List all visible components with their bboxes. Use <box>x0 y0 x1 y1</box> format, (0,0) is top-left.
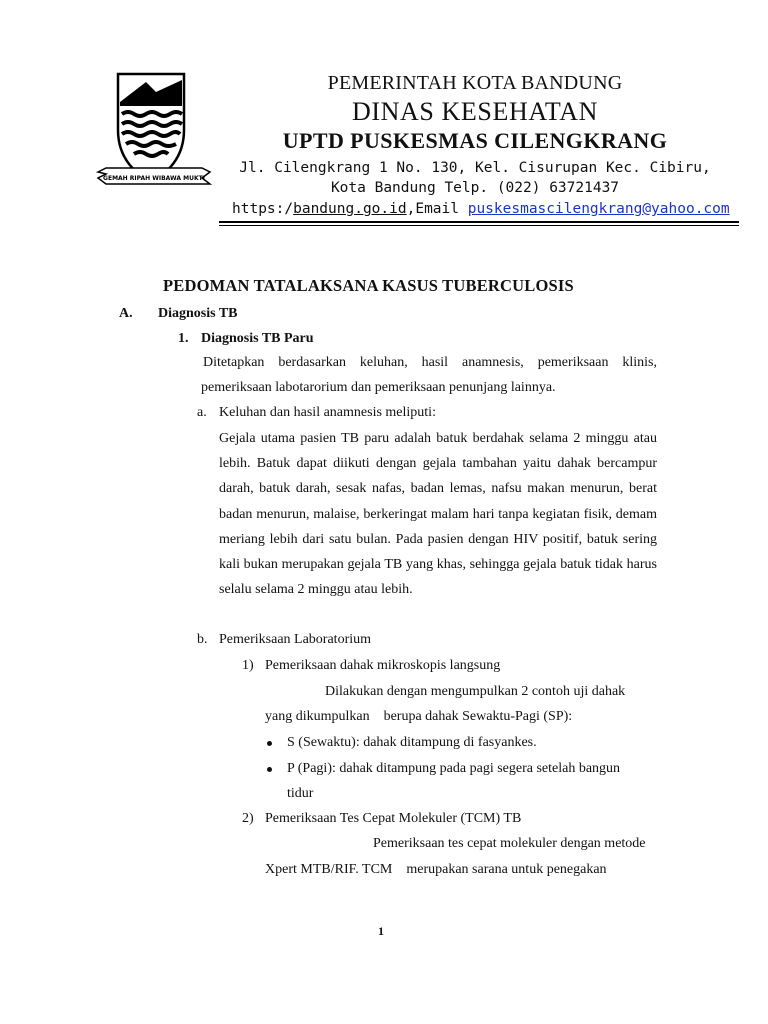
page-number: 1 <box>378 924 384 938</box>
website-link[interactable]: bandung.go.id <box>293 201 407 217</box>
letterhead-divider-thick <box>219 221 739 223</box>
item-a-label: a. <box>197 405 207 420</box>
logo-motto: GEMAH RIPAH WIBAWA MUKTI <box>103 175 205 182</box>
letterhead-contact <box>232 201 730 217</box>
b1-number: 1) <box>242 658 254 673</box>
bullet-icon <box>267 741 272 746</box>
intro-paragraph: Ditetapkan berdasarkan keluhan, hasil anamnesis, pemeriksaan klinis, pemeriksaan labotarorium dan pemeriksaan penunjang lainnya. <box>201 355 657 396</box>
b2-text-line1: Pemeriksaan tes cepat molekuler dengan metode <box>373 836 646 851</box>
letterhead-divider-thin <box>219 225 739 226</box>
subsection-number: 1. <box>178 331 189 346</box>
letterhead-address: Jl. Cilengkrang 1 No. 130, Kel. Cisurupan Kec. Cibiru, <box>239 160 711 176</box>
b1-title: Pemeriksaan dahak mikroskopis langsung <box>265 658 501 673</box>
b2-text-line2: Xpert MTB/RIF. TCM merupakan sarana untuk penegakan <box>265 862 607 877</box>
letterhead-city-phone: Kota Bandung Telp. (022) 63721437 <box>330 180 620 196</box>
email-link[interactable]: puskesmascilengkrang@yahoo.com <box>467 201 730 217</box>
letterhead-institution: UPTD PUSKESMAS CILENGKRANG <box>282 128 668 153</box>
web-prefix: https:/ <box>232 201 294 217</box>
bullet-pagi-line1: P (Pagi): dahak ditampung pada pagi segera setelah bangun <box>287 761 621 776</box>
b1-text-line2: yang dikumpulkan berupa dahak Sewaktu-Pagi (SP): <box>265 709 573 724</box>
item-b-label: b. <box>197 632 208 647</box>
section-title: Diagnosis TB <box>158 306 238 321</box>
b1-text-line1: Dilakukan dengan mengumpulkan 2 contoh uji dahak <box>325 684 626 699</box>
item-a-title: Keluhan dan hasil anamnesis meliputi: <box>219 405 436 420</box>
item-a-paragraph: Gejala utama pasien TB paru adalah batuk berdahak selama 2 minggu atau lebih. Batuk dapat diikuti dengan gejala tambahan yaitu dahak bercampur darah, batuk darah, sesak nafas, badan lemas, nafsu makan menurun, berat badan menurun, malaise, berkeringat malam hari tanpa kegiatan fisik, demam meriang lebih dari satu bulan. Pada pasien dengan HIV positif, batuk sering kali bukan merupakan gejala TB yang khas, sehingga gejala batuk tidak harus selalu selama 2 minggu atau lebih. <box>219 431 657 598</box>
letterhead-government: PEMERINTAH KOTA BANDUNG <box>327 72 623 94</box>
b2-number: 2) <box>242 811 254 826</box>
bullet-pagi-line2: tidur <box>287 786 314 801</box>
email-prefix: ,Email <box>406 201 468 217</box>
document-title: PEDOMAN TATALAKSANA KASUS TUBERCULOSIS <box>163 276 574 295</box>
letterhead-agency: DINAS KESEHATAN <box>352 97 598 126</box>
b2-title: Pemeriksaan Tes Cepat Molekuler (TCM) TB <box>265 811 522 826</box>
bullet-icon <box>267 767 272 772</box>
subsection-title: Diagnosis TB Paru <box>201 331 314 346</box>
bandung-city-logo <box>96 72 212 194</box>
section-letter: A. <box>119 306 133 321</box>
bullet-sewaktu: S (Sewaktu): dahak ditampung di fasyankes. <box>287 735 537 750</box>
item-b-title: Pemeriksaan Laboratorium <box>219 632 372 647</box>
